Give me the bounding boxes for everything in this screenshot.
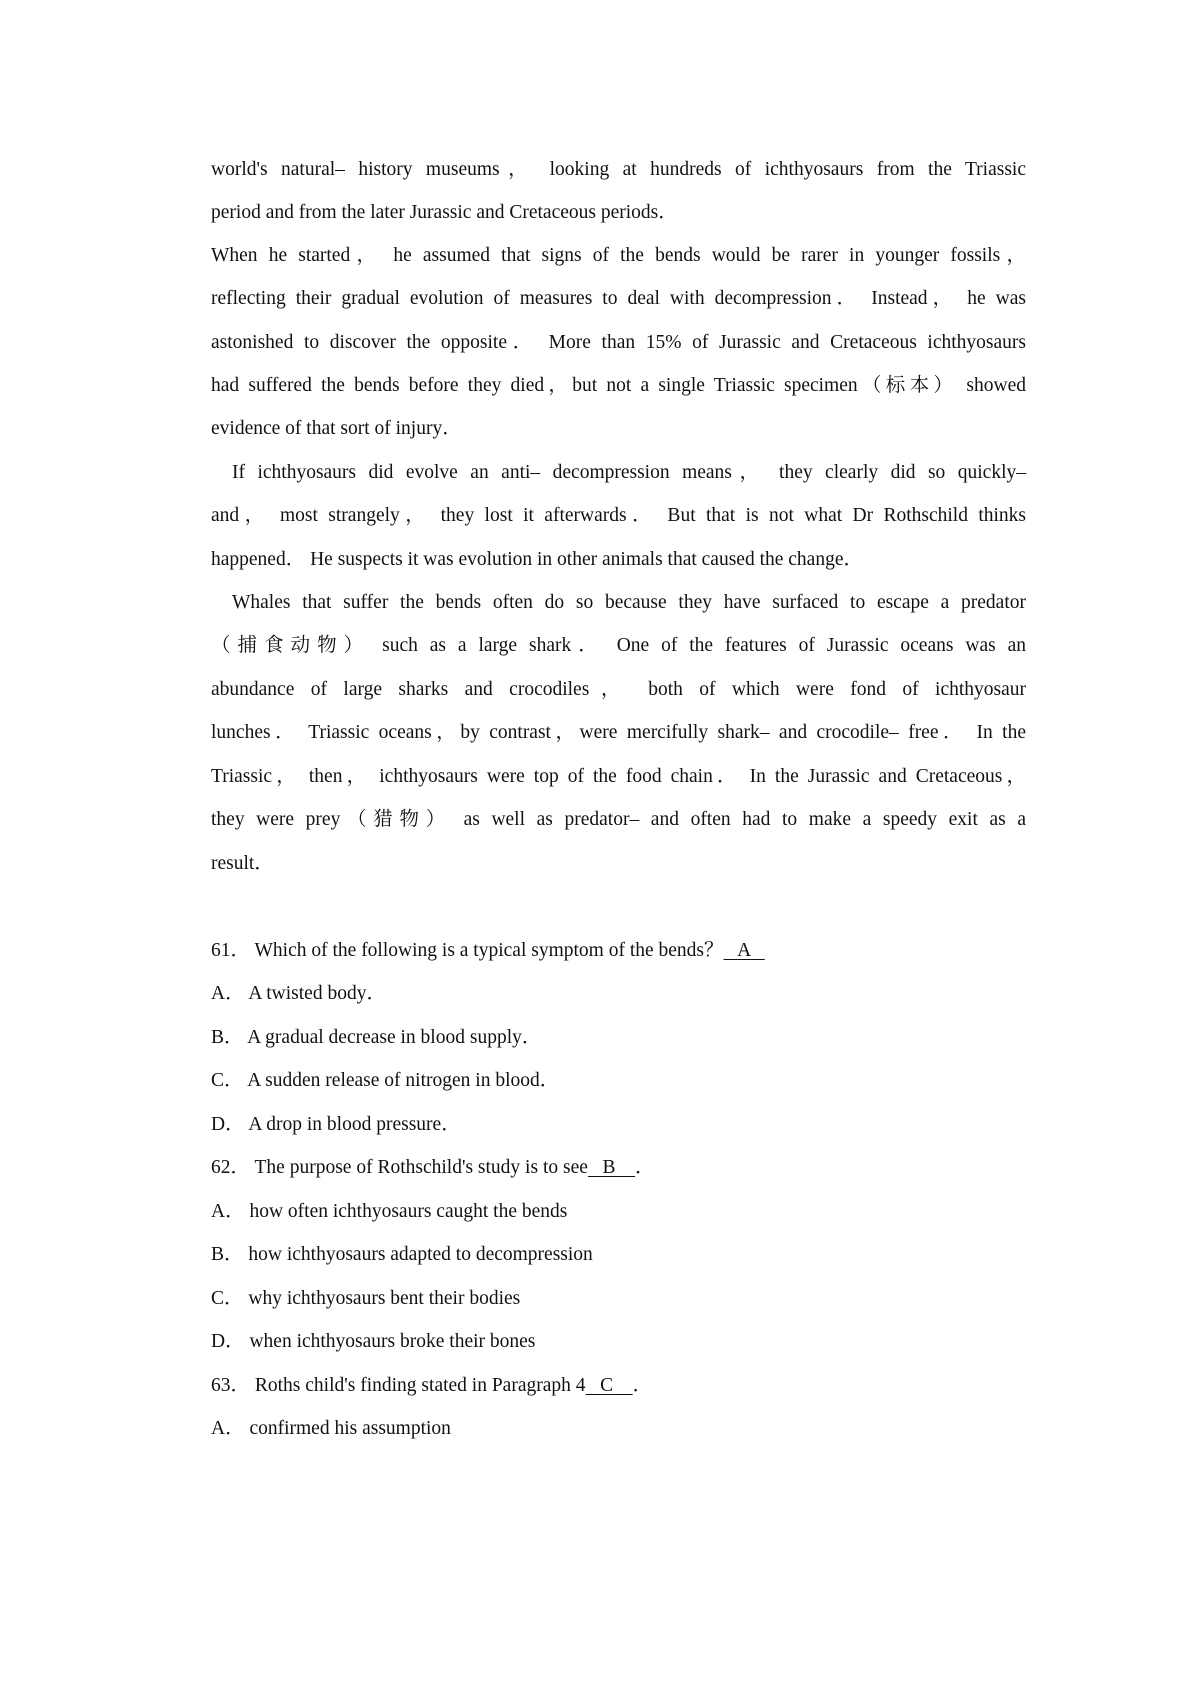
passage-line: had suffered the bends before they died，but not a single Triassic specimen（标本） showed xyxy=(211,375,1026,396)
passage-line: they were prey（猎物） as well as predator– and often had to make a speedy exit as a xyxy=(211,809,1026,830)
answer-blank xyxy=(588,1154,635,1182)
passage-line: reflecting their gradual evolution of measures to deal with decompression． Instead， he was xyxy=(211,288,1026,309)
option-c: C． why ichthyosaurs bent their bodies xyxy=(211,1288,521,1309)
passage-line: and， most strangely， they lost it afterwards． But that is not what Dr Rothschild thinks xyxy=(211,505,1026,526)
passage-line: lunches． Triassic oceans，by contrast，were mercifully shark– and crocodile– free． In the xyxy=(211,722,1026,743)
option-a: A． A twisted body． xyxy=(211,983,386,1004)
option-c: C． A sudden release of nitrogen in blood． xyxy=(211,1070,560,1091)
option-d: D． A drop in blood pressure． xyxy=(211,1114,461,1135)
passage-line: evidence of that sort of injury． xyxy=(211,418,462,439)
answer-letter: B xyxy=(602,1157,616,1178)
passage-line: happened． He suspects it was evolution in other animals that caused the change． xyxy=(211,549,863,570)
passage-line: world's natural– history museums， looking at hundreds of ichthyosaurs from the Triassic xyxy=(211,159,1026,180)
passage-line: astonished to discover the opposite． More than 15% of Jurassic and Cretaceous ichthyosaurs xyxy=(211,332,1026,353)
answer-letter: A xyxy=(737,940,751,961)
passage-line: If ichthyosaurs did evolve an anti– decompression means， they clearly did so quickly– xyxy=(232,462,1026,483)
option-b: B． A gradual decrease in blood supply． xyxy=(211,1027,542,1048)
answer-blank xyxy=(724,937,765,965)
passage-line: When he started， he assumed that signs of the bends would be rarer in younger fossils， xyxy=(211,245,1026,266)
option-b: B． how ichthyosaurs adapted to decompression xyxy=(211,1244,593,1265)
question-63-stem xyxy=(211,1372,1026,1400)
passage-line: （捕食动物） such as a large shark． One of the features of Jurassic oceans was an xyxy=(211,635,1026,656)
question-stem-text: 62． The purpose of Rothschild's study is to see xyxy=(211,1157,588,1178)
stem-end: ． xyxy=(632,1375,653,1396)
question-62-stem xyxy=(211,1154,1026,1182)
option-a: A． how often ichthyosaurs caught the bends xyxy=(211,1201,568,1222)
passage-line: Whales that suffer the bends often do so because they have surfaced to escape a predator xyxy=(232,592,1026,613)
answer-letter: C xyxy=(600,1375,614,1396)
passage-line: period and from the later Jurassic and Cretaceous periods． xyxy=(211,202,678,223)
option-d: D． when ichthyosaurs broke their bones xyxy=(211,1331,536,1352)
stem-end: ． xyxy=(635,1157,655,1178)
passage-line: result． xyxy=(211,853,274,874)
answer-blank xyxy=(586,1372,633,1400)
passage-line: abundance of large sharks and crocodiles， both of which were fond of ichthyosaur xyxy=(211,679,1026,700)
option-a: A． confirmed his assumption xyxy=(211,1418,451,1439)
question-61-stem xyxy=(211,937,1026,965)
question-stem-text: 63． Roths child's finding stated in Paragraph 4 xyxy=(211,1375,586,1396)
passage-line: Triassic， then， ichthyosaurs were top of the food chain． In the Jurassic and Cretaceous， xyxy=(211,766,1026,787)
question-stem-text: 61． Which of the following is a typical symptom of the bends？ xyxy=(211,940,724,961)
